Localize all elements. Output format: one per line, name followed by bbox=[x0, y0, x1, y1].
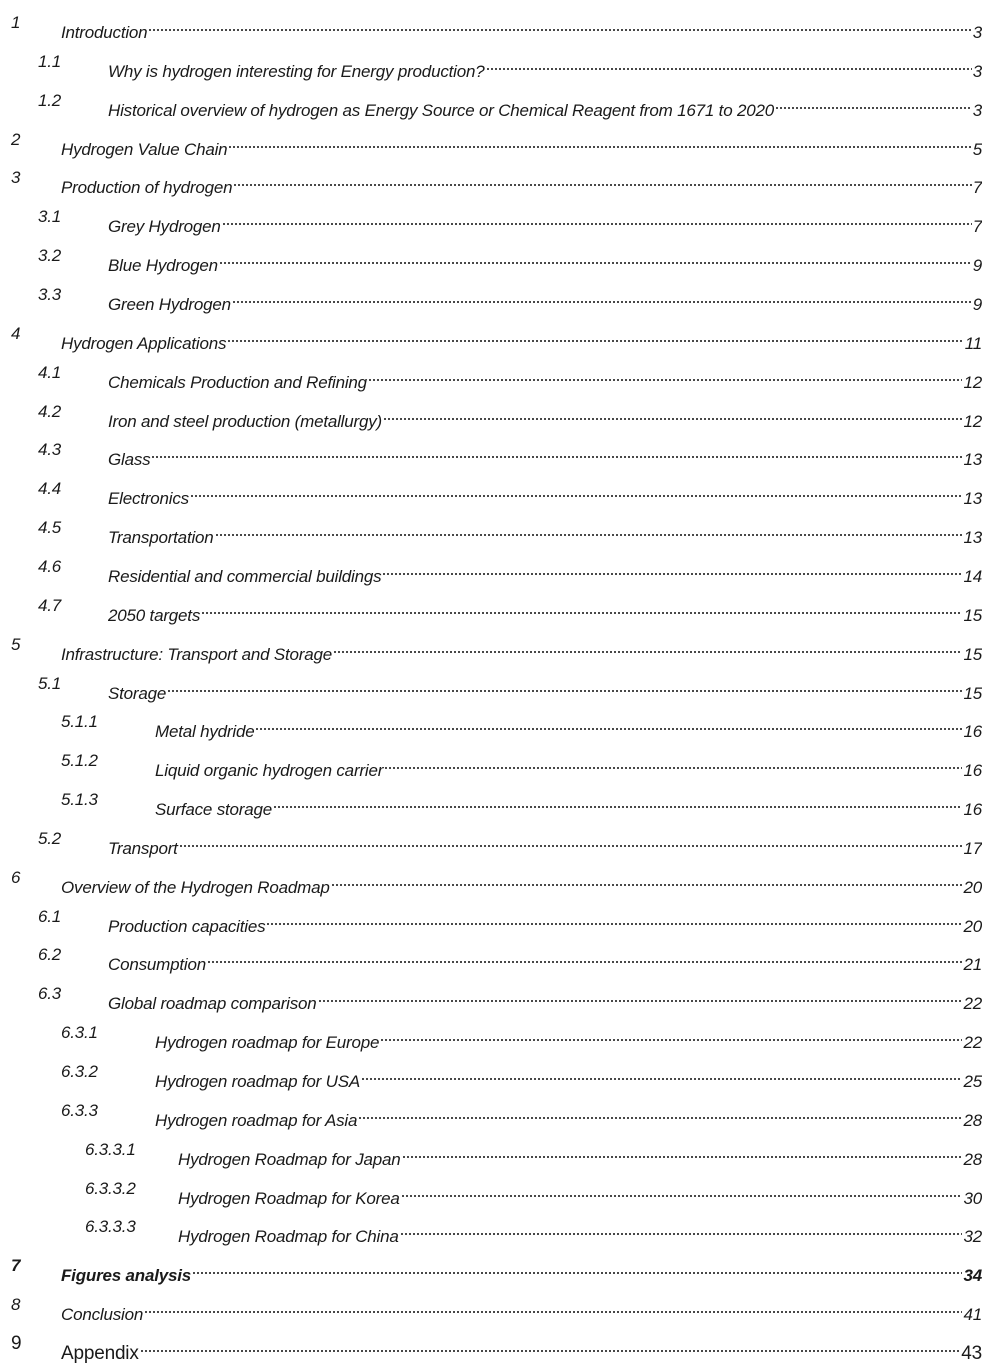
toc-entry[interactable] bbox=[0, 1057, 982, 1091]
toc-entry-number: 6 bbox=[11, 867, 21, 887]
toc-entry-title: Metal hydride bbox=[155, 722, 255, 742]
toc-entry[interactable] bbox=[0, 824, 982, 858]
toc-entry-page-number: 12 bbox=[963, 372, 982, 392]
toc-entry-line bbox=[108, 824, 982, 864]
toc-entry-page-number: 11 bbox=[964, 333, 982, 353]
toc-entry-number: 4.4 bbox=[38, 479, 62, 499]
toc-entry[interactable] bbox=[0, 1018, 982, 1053]
toc-entry[interactable] bbox=[0, 86, 982, 120]
dot-leader bbox=[227, 319, 963, 349]
toc-entry[interactable] bbox=[0, 902, 982, 936]
toc-entry-line bbox=[61, 125, 982, 165]
toc-entry-line bbox=[108, 86, 982, 126]
toc-entry-number: 6.2 bbox=[38, 945, 62, 965]
toc-entry-line bbox=[61, 1251, 982, 1291]
toc-entry-number: 2 bbox=[11, 129, 21, 149]
toc-entry-number: 5.1.2 bbox=[61, 751, 98, 771]
toc-entry-title: Conclusion bbox=[61, 1305, 144, 1324]
toc-entry-page-number: 17 bbox=[963, 838, 982, 858]
toc-entry-title: Global roadmap comparison bbox=[108, 994, 317, 1014]
toc-entry-line bbox=[108, 358, 982, 398]
toc-entry-number: 3 bbox=[11, 168, 21, 188]
toc-entry-title: Hydrogen roadmap for Europe bbox=[155, 1033, 380, 1053]
toc-entry-number: 5.1 bbox=[38, 673, 62, 693]
dot-leader bbox=[383, 397, 962, 427]
toc-entry-page-number: 7 bbox=[972, 217, 982, 237]
dot-leader bbox=[318, 979, 963, 1009]
toc-entry-line bbox=[108, 397, 982, 437]
dot-leader bbox=[368, 358, 963, 388]
dot-leader bbox=[192, 1251, 962, 1281]
toc-entry-number: 4.6 bbox=[38, 556, 62, 576]
toc-entry-page-number: 25 bbox=[963, 1072, 982, 1091]
toc-entry-page-number: 15 bbox=[963, 683, 982, 703]
toc-entry-page-number: 41 bbox=[963, 1305, 982, 1324]
toc-entry-number: 1.1 bbox=[38, 51, 62, 71]
dot-leader bbox=[190, 474, 963, 504]
toc-entry-line bbox=[61, 163, 982, 203]
toc-entry-number: 6.3.1 bbox=[61, 1023, 98, 1043]
toc-entry-title: Electronics bbox=[108, 489, 189, 509]
toc-entry-title: Green Hydrogen bbox=[108, 294, 231, 314]
toc-entry-title: Historical overview of hydrogen as Energy Source or Chemical Reagent from 1671 to 2020 bbox=[108, 100, 774, 120]
toc-entry-page-number: 32 bbox=[963, 1227, 982, 1247]
toc-entry-number: 7 bbox=[11, 1256, 21, 1276]
toc-entry-line bbox=[108, 669, 982, 709]
toc-entry-title: Why is hydrogen interesting for Energy production? bbox=[108, 61, 485, 81]
toc-entry-title: Hydrogen Roadmap for China bbox=[178, 1227, 399, 1247]
toc-entry-title: Overview of the Hydrogen Roadmap bbox=[61, 877, 330, 897]
dot-leader bbox=[382, 552, 962, 582]
toc-entry-page-number: 15 bbox=[963, 605, 982, 625]
toc-entry-page-number: 16 bbox=[963, 800, 982, 819]
toc-entry-page-number: 15 bbox=[963, 644, 982, 664]
toc-entry-line bbox=[108, 591, 982, 631]
toc-entry-page-number: 3 bbox=[972, 100, 982, 120]
toc-entry-number: 6.1 bbox=[38, 906, 62, 926]
toc-entry[interactable] bbox=[0, 1290, 982, 1324]
dot-leader bbox=[255, 707, 962, 737]
toc-entry-line bbox=[108, 979, 982, 1019]
toc-entry-title: Production capacities bbox=[108, 916, 266, 936]
dot-leader bbox=[140, 1329, 961, 1359]
toc-entry-number: 6.3 bbox=[38, 984, 62, 1004]
toc-entry[interactable] bbox=[0, 435, 982, 470]
toc-entry-number: 1.2 bbox=[38, 90, 62, 110]
toc-entry-line bbox=[178, 1135, 982, 1175]
toc-entry-title: Liquid organic hydrogen carrier bbox=[155, 761, 384, 781]
dot-leader bbox=[333, 630, 962, 660]
toc-entry-title: Hydrogen roadmap for USA bbox=[155, 1072, 360, 1091]
toc-entry-number: 4.3 bbox=[38, 440, 62, 460]
toc-entry[interactable] bbox=[0, 202, 982, 237]
toc-entry-title: Blue Hydrogen bbox=[108, 256, 218, 276]
dot-leader bbox=[486, 47, 972, 77]
toc-entry-number: 5.1.3 bbox=[61, 790, 98, 809]
toc-entry-number: 5.1.1 bbox=[61, 712, 98, 732]
toc-entry-line bbox=[108, 902, 982, 942]
dot-leader bbox=[775, 86, 972, 116]
toc-entry-line bbox=[108, 280, 982, 320]
toc-entry-line bbox=[155, 1018, 982, 1058]
toc-entry-number: 3.1 bbox=[38, 207, 62, 227]
toc-entry-page-number: 20 bbox=[963, 916, 982, 936]
toc-entry-number: 8 bbox=[11, 1295, 21, 1314]
toc-entry-line bbox=[108, 241, 982, 281]
toc-entry-number: 6.3.3.2 bbox=[85, 1178, 136, 1198]
toc-entry-page-number: 22 bbox=[963, 994, 982, 1014]
dot-leader bbox=[273, 785, 962, 815]
toc-entry-number: 3.3 bbox=[38, 284, 62, 304]
dot-leader bbox=[380, 1018, 962, 1048]
toc-entry-title: Consumption bbox=[108, 955, 206, 975]
dot-leader bbox=[167, 669, 962, 699]
toc-entry-line bbox=[61, 630, 982, 670]
toc-entry-page-number: 43 bbox=[961, 1342, 982, 1364]
dot-leader bbox=[219, 241, 972, 271]
toc-entry[interactable] bbox=[0, 47, 982, 81]
toc-entry-title: Glass bbox=[108, 450, 151, 470]
dot-leader bbox=[358, 1096, 962, 1126]
toc-entry[interactable] bbox=[0, 785, 982, 819]
dot-leader bbox=[384, 746, 962, 776]
toc-entry-number: 6.3.2 bbox=[61, 1062, 98, 1081]
toc-entry-page-number: 30 bbox=[963, 1188, 982, 1208]
toc-entry[interactable] bbox=[0, 125, 982, 159]
toc-entry-number: 6.3.3.3 bbox=[85, 1217, 136, 1237]
toc-entry-title: Hydrogen Roadmap for Japan bbox=[178, 1149, 401, 1169]
toc-entry-title: Surface storage bbox=[155, 800, 273, 819]
toc-entry-page-number: 13 bbox=[963, 489, 982, 509]
toc-entry-line bbox=[108, 940, 982, 980]
dot-leader bbox=[148, 8, 971, 38]
dot-leader bbox=[233, 163, 971, 193]
toc-entry-line bbox=[61, 1329, 982, 1369]
toc-entry-page-number: 22 bbox=[963, 1033, 982, 1053]
toc-entry-title: Chemicals Production and Refining bbox=[108, 372, 367, 392]
toc-entry[interactable] bbox=[0, 591, 982, 625]
toc-entry-title: 2050 targets bbox=[108, 605, 201, 625]
toc-entry-number: 4.5 bbox=[38, 518, 62, 537]
toc-entry-page-number: 20 bbox=[963, 877, 982, 897]
toc-entry[interactable] bbox=[0, 358, 982, 392]
toc-entry-page-number: 13 bbox=[963, 528, 982, 547]
toc-entry-page-number: 13 bbox=[963, 450, 982, 470]
toc-entry[interactable] bbox=[0, 630, 982, 664]
toc-entry-page-number: 16 bbox=[963, 761, 982, 781]
dot-leader bbox=[232, 280, 972, 310]
toc-entry[interactable] bbox=[0, 746, 982, 781]
toc-entry[interactable] bbox=[0, 669, 982, 703]
toc-entry-page-number: 21 bbox=[963, 955, 982, 975]
toc-entry-line bbox=[155, 785, 982, 825]
toc-entry-page-number: 16 bbox=[963, 722, 982, 742]
toc-entry-line bbox=[155, 1096, 982, 1136]
toc-entry-title: Infrastructure: Transport and Storage bbox=[61, 644, 333, 664]
toc-entry-title: Production of hydrogen bbox=[61, 178, 233, 198]
toc-entry-line bbox=[155, 707, 982, 747]
toc-entry-page-number: 28 bbox=[963, 1110, 982, 1130]
toc-entry-number: 1 bbox=[11, 13, 21, 32]
dot-leader bbox=[179, 824, 963, 854]
toc-entry-line bbox=[61, 319, 982, 359]
toc-entry-number: 3.2 bbox=[38, 246, 62, 266]
toc-entry-number: 5 bbox=[11, 634, 21, 654]
toc-entry-title: Figures analysis bbox=[61, 1266, 192, 1286]
dot-leader bbox=[222, 202, 972, 232]
toc-entry-number: 6.3.3 bbox=[61, 1100, 98, 1120]
dot-leader bbox=[266, 902, 962, 932]
dot-leader bbox=[201, 591, 962, 621]
toc-entry-title: Appendix bbox=[61, 1342, 139, 1364]
toc-entry-number: 4 bbox=[11, 323, 21, 343]
toc-entry-line bbox=[178, 1212, 982, 1252]
toc-entry[interactable] bbox=[0, 1096, 982, 1130]
toc-entry[interactable] bbox=[0, 552, 982, 586]
toc-entry-number: 4.7 bbox=[38, 595, 62, 615]
toc-entry-number: 4.1 bbox=[38, 362, 62, 382]
toc-entry-line bbox=[108, 47, 982, 87]
dot-leader bbox=[144, 1290, 962, 1320]
toc-entry-page-number: 9 bbox=[972, 256, 982, 276]
toc-entry-page-number: 3 bbox=[972, 61, 982, 81]
toc-entry-number: 6.3.3.1 bbox=[85, 1139, 136, 1159]
toc-entry-line bbox=[61, 863, 982, 903]
toc-entry-line bbox=[61, 8, 982, 48]
toc-entry-title: Hydrogen Applications bbox=[61, 333, 227, 353]
toc-entry-line bbox=[61, 1290, 982, 1330]
dot-leader bbox=[402, 1135, 963, 1165]
toc-entry-title: Introduction bbox=[61, 23, 148, 42]
toc-entry[interactable] bbox=[0, 940, 982, 975]
toc-entry-line bbox=[178, 1174, 982, 1214]
toc-entry[interactable] bbox=[0, 474, 982, 509]
toc-entry-page-number: 28 bbox=[963, 1149, 982, 1169]
toc-entry[interactable] bbox=[0, 280, 982, 314]
toc-entry-title: Iron and steel production (metallurgy) bbox=[108, 411, 382, 431]
toc-entry[interactable] bbox=[0, 707, 982, 742]
toc-entry[interactable] bbox=[0, 1251, 982, 1286]
dot-leader bbox=[151, 435, 962, 465]
toc-entry-title: Storage bbox=[108, 683, 167, 703]
dot-leader bbox=[331, 863, 963, 893]
toc-entry-number: 4.2 bbox=[38, 401, 62, 421]
toc-entry[interactable] bbox=[0, 8, 982, 42]
toc-entry-title: Hydrogen roadmap for Asia bbox=[155, 1110, 358, 1130]
toc-entry-page-number: 3 bbox=[972, 23, 982, 42]
toc-entry[interactable] bbox=[0, 319, 982, 353]
dot-leader bbox=[215, 513, 963, 543]
toc-entry-page-number: 34 bbox=[963, 1266, 982, 1286]
toc-entry-number: 9 bbox=[11, 1332, 22, 1354]
toc-entry-line bbox=[155, 1057, 982, 1097]
toc-entry[interactable] bbox=[0, 979, 982, 1014]
toc-entry-title: Transport bbox=[108, 838, 178, 858]
toc-entry[interactable] bbox=[0, 513, 982, 547]
dot-leader bbox=[207, 940, 963, 970]
toc-entry-line bbox=[108, 474, 982, 514]
toc-entry-title: Grey Hydrogen bbox=[108, 217, 221, 237]
toc-entry-title: Hydrogen Roadmap for Korea bbox=[178, 1188, 400, 1208]
toc-entry-page-number: 5 bbox=[972, 139, 982, 159]
toc-entry-page-number: 14 bbox=[963, 566, 982, 586]
dot-leader bbox=[228, 125, 971, 155]
toc-entry[interactable] bbox=[0, 241, 982, 276]
toc-entry[interactable] bbox=[0, 1329, 982, 1364]
toc-entry[interactable] bbox=[0, 1135, 982, 1169]
toc-entry-line bbox=[108, 552, 982, 592]
toc-entry-line bbox=[108, 202, 982, 242]
toc-entry-line bbox=[155, 746, 982, 786]
toc-entry[interactable] bbox=[0, 863, 982, 897]
toc-entry-title: Residential and commercial buildings bbox=[108, 566, 382, 586]
toc-entry[interactable] bbox=[0, 163, 982, 198]
dot-leader bbox=[400, 1212, 963, 1242]
toc-entry-title: Hydrogen Value Chain bbox=[61, 139, 228, 159]
toc-entry-line bbox=[108, 513, 982, 553]
toc-entry-page-number: 7 bbox=[972, 178, 982, 198]
toc-entry-page-number: 12 bbox=[963, 411, 982, 431]
dot-leader bbox=[401, 1174, 963, 1204]
toc-entry[interactable] bbox=[0, 1212, 982, 1247]
toc-entry[interactable] bbox=[0, 397, 982, 431]
toc-entry-line bbox=[108, 435, 982, 475]
dot-leader bbox=[361, 1057, 963, 1087]
toc-entry-number: 5.2 bbox=[38, 828, 62, 848]
toc-entry-page-number: 9 bbox=[972, 294, 982, 314]
toc-entry[interactable] bbox=[0, 1174, 982, 1208]
toc-entry-title: Transportation bbox=[108, 528, 214, 547]
